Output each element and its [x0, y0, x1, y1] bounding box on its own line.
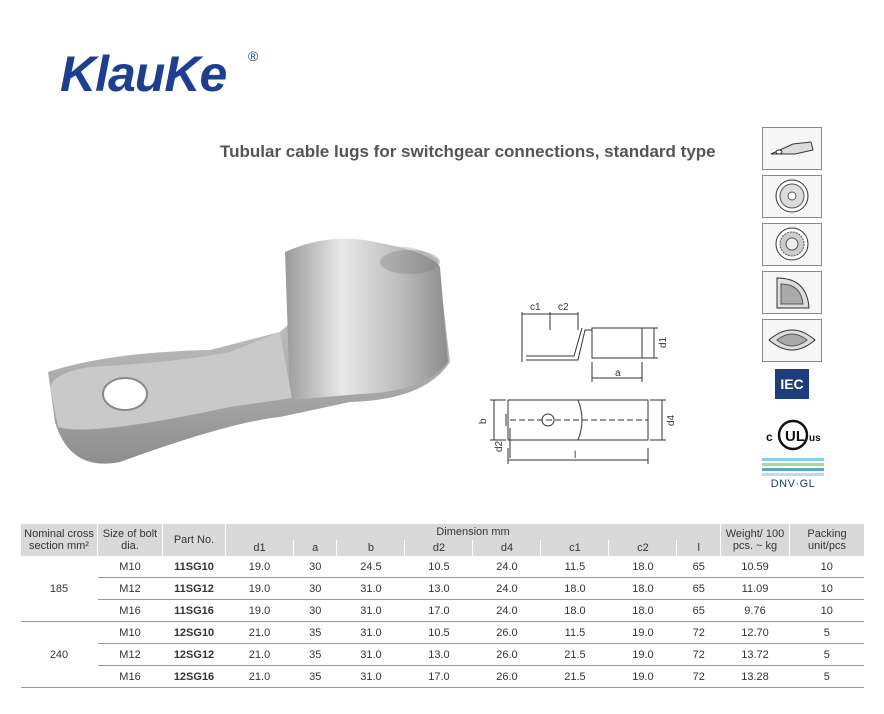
- part-cell: 11SG10: [163, 556, 226, 578]
- d2-cell: 10.5: [405, 622, 473, 644]
- c1-cell: 21.5: [541, 666, 609, 688]
- specs-table: [20, 524, 864, 688]
- d1-cell: 21.0: [226, 622, 294, 644]
- d1-cell: 21.0: [226, 666, 294, 688]
- table-row: [21, 622, 865, 644]
- d2-cell: 13.0: [405, 578, 473, 600]
- d1-cell: 21.0: [226, 644, 294, 666]
- b-cell: 31.0: [337, 644, 405, 666]
- c2-cell: 19.0: [609, 644, 677, 666]
- d1-cell: 19.0: [226, 578, 294, 600]
- b-cell: 31.0: [337, 666, 405, 688]
- drawing-label-d2: d2: [494, 440, 505, 452]
- header-dim-c1: c1: [541, 540, 609, 556]
- b-cell: 31.0: [337, 578, 405, 600]
- brand-logo: [60, 44, 259, 104]
- table-row: [21, 644, 865, 666]
- c2-cell: 18.0: [609, 556, 677, 578]
- header-dim-d1: d1: [226, 540, 294, 556]
- b-cell: 24.5: [337, 556, 405, 578]
- d4-cell: 24.0: [473, 556, 541, 578]
- d1-cell: 19.0: [226, 600, 294, 622]
- a-cell: 35: [294, 666, 337, 688]
- a-cell: 30: [294, 578, 337, 600]
- header-dim-a: a: [294, 540, 337, 556]
- d2-cell: 10.5: [405, 556, 473, 578]
- weight-cell: 10.59: [721, 556, 790, 578]
- weight-cell: 13.72: [721, 644, 790, 666]
- c1-cell: 11.5: [541, 556, 609, 578]
- packing-cell: 5: [790, 622, 865, 644]
- svg-text:us: us: [809, 433, 821, 444]
- document-title: Tubular cable lugs for switchgear connections, standard type: [220, 142, 716, 161]
- header-dim-d2: d2: [405, 540, 473, 556]
- d2-cell: 17.0: [405, 666, 473, 688]
- packing-cell: 10: [790, 578, 865, 600]
- svg-text:c: c: [766, 430, 773, 444]
- bolt-cell: M10: [98, 556, 163, 578]
- header-packing: Packing unit/pcs: [790, 524, 865, 556]
- drawing-label-c2: c2: [558, 302, 569, 313]
- header-part: Part No.: [163, 524, 226, 556]
- l-cell: 65: [677, 578, 721, 600]
- c1-cell: 18.0: [541, 578, 609, 600]
- packing-cell: 10: [790, 600, 865, 622]
- cross-section-cell: 185: [21, 556, 98, 622]
- c1-cell: 11.5: [541, 622, 609, 644]
- part-cell: 11SG12: [163, 578, 226, 600]
- l-cell: 72: [677, 644, 721, 666]
- c2-cell: 19.0: [609, 666, 677, 688]
- bolt-cell: M16: [98, 600, 163, 622]
- sector-conductor-icon: [762, 271, 822, 314]
- drawing-label-d1: d1: [658, 336, 669, 348]
- stranded-conductor-icon: [762, 175, 822, 218]
- cable-lug-photo: [30, 222, 450, 472]
- weight-cell: 13.28: [721, 666, 790, 688]
- dnv-gl-label: DNV·GL: [770, 478, 816, 490]
- drawing-label-d4: d4: [666, 414, 677, 426]
- l-cell: 72: [677, 666, 721, 688]
- d4-cell: 26.0: [473, 644, 541, 666]
- bolt-cell: M12: [98, 644, 163, 666]
- d4-cell: 26.0: [473, 666, 541, 688]
- drawing-label-a: a: [615, 368, 621, 379]
- registered-mark: ®: [248, 48, 259, 64]
- dnv-gl-icon: [762, 458, 824, 490]
- d4-cell: 24.0: [473, 600, 541, 622]
- weight-cell: 11.09: [721, 578, 790, 600]
- c1-cell: 21.5: [541, 644, 609, 666]
- c2-cell: 18.0: [609, 578, 677, 600]
- iec-icon: IEC: [775, 369, 809, 399]
- header-bolt: Size of bolt dia.: [98, 524, 163, 556]
- d4-cell: 26.0: [473, 622, 541, 644]
- table-row: [21, 600, 865, 622]
- l-cell: 65: [677, 600, 721, 622]
- part-cell: 12SG16: [163, 666, 226, 688]
- d4-cell: 24.0: [473, 578, 541, 600]
- cable-lug-icon: [762, 127, 822, 170]
- c2-cell: 19.0: [609, 622, 677, 644]
- a-cell: 35: [294, 622, 337, 644]
- d1-cell: 19.0: [226, 556, 294, 578]
- a-cell: 30: [294, 556, 337, 578]
- table-row: [21, 578, 865, 600]
- part-cell: 12SG12: [163, 644, 226, 666]
- fine-stranded-conductor-icon: [762, 223, 822, 266]
- l-cell: 72: [677, 622, 721, 644]
- weight-cell: 12.70: [721, 622, 790, 644]
- bolt-cell: M12: [98, 578, 163, 600]
- brand-name: KlauKe: [60, 46, 227, 102]
- packing-cell: 5: [790, 666, 865, 688]
- c1-cell: 18.0: [541, 600, 609, 622]
- header-weight: Weight/ 100 pcs. ~ kg: [721, 524, 790, 556]
- part-cell: 12SG10: [163, 622, 226, 644]
- weight-cell: 9.76: [721, 600, 790, 622]
- drawing-label-l: l: [574, 450, 577, 461]
- header-cross-section: Nominal cross section mm²: [21, 524, 98, 556]
- conductor-icons: [762, 127, 824, 367]
- header-dim-c2: c2: [609, 540, 677, 556]
- d2-cell: 13.0: [405, 644, 473, 666]
- header-dim-b: b: [337, 540, 405, 556]
- header-dimension: Dimension mm: [226, 524, 721, 540]
- technical-drawing: [470, 290, 680, 470]
- table-row: [21, 666, 865, 688]
- packing-cell: 10: [790, 556, 865, 578]
- packing-cell: 5: [790, 644, 865, 666]
- b-cell: 31.0: [337, 600, 405, 622]
- header-dim-d4: d4: [473, 540, 541, 556]
- a-cell: 35: [294, 644, 337, 666]
- drawing-label-c1: c1: [530, 302, 541, 313]
- a-cell: 30: [294, 600, 337, 622]
- d2-cell: 17.0: [405, 600, 473, 622]
- table-row: [21, 556, 865, 578]
- cross-section-cell: 240: [21, 622, 98, 688]
- ul-listed-icon: [762, 415, 824, 455]
- flexible-sector-conductor-icon: [762, 319, 822, 362]
- c2-cell: 18.0: [609, 600, 677, 622]
- part-cell: 11SG16: [163, 600, 226, 622]
- bolt-cell: M16: [98, 666, 163, 688]
- bolt-cell: M10: [98, 622, 163, 644]
- drawing-label-b: b: [478, 418, 489, 424]
- l-cell: 65: [677, 556, 721, 578]
- header-dim-l: l: [677, 540, 721, 556]
- svg-text:UL: UL: [785, 428, 805, 445]
- b-cell: 31.0: [337, 622, 405, 644]
